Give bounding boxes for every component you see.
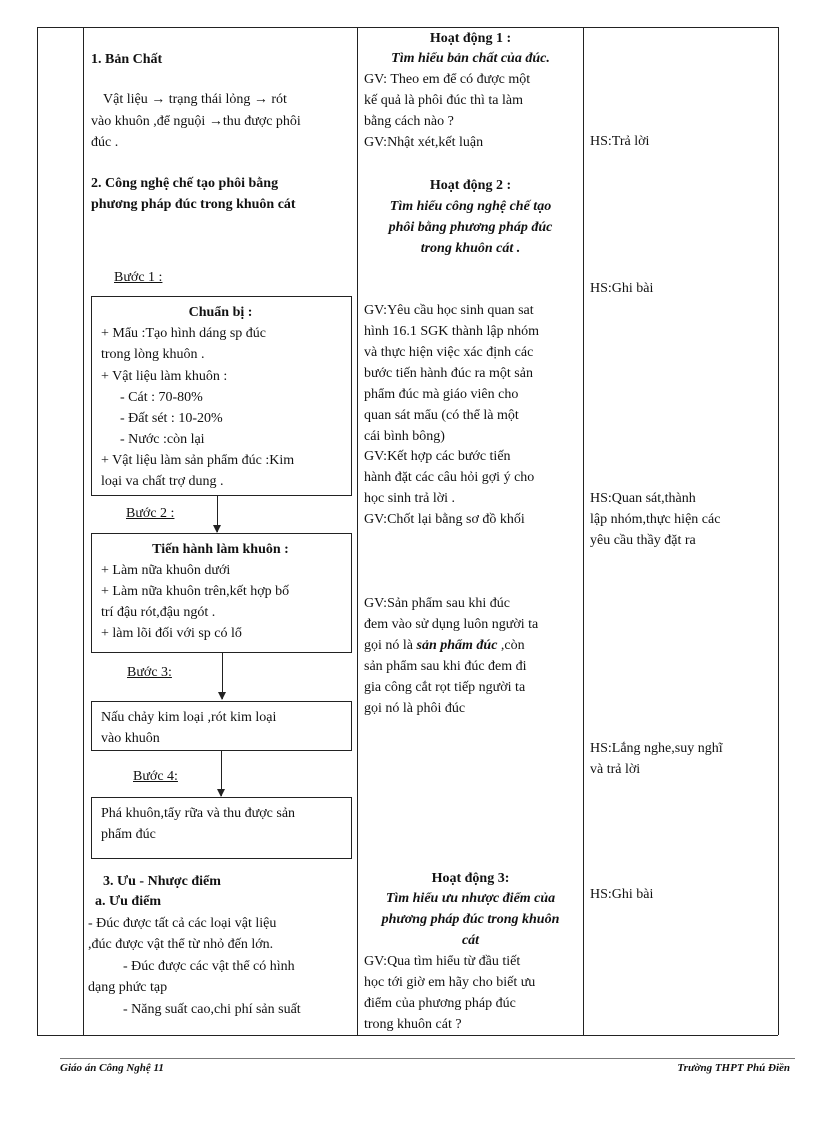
text-line: trong khuôn cát ?	[364, 1017, 462, 1032]
text-span: gọi nó là	[364, 638, 417, 653]
text-line: đem vào sử dụng luôn người ta	[364, 617, 539, 632]
step-3-label: Bước 3:	[127, 665, 172, 680]
student-activity: yêu cầu thầy đặt ra	[590, 533, 696, 548]
text-line: GV:Chốt lại bằng sơ đồ khối	[364, 512, 525, 527]
text-line: học sinh trả lời .	[364, 491, 455, 506]
text-line: ,đúc được vật thể từ nhỏ đến lớn.	[88, 937, 274, 952]
activity-2-heading: Hoạt động 2 :	[429, 178, 512, 193]
text-line: - Năng suất cao,chi phí sản suất	[123, 1002, 301, 1017]
text-line: gọi nó là phôi đúc	[364, 701, 466, 716]
text-line: Vật liệu → trạng thái lỏng → rót	[103, 92, 287, 107]
text-line: bằng cách nào ?	[364, 114, 454, 129]
text-line: điểm của phương pháp đúc	[364, 996, 516, 1011]
activity-2-subtitle: Tìm hiểu công nghệ chế tạo	[389, 199, 552, 214]
text-line: GV:Nhật xét,kết luận	[364, 135, 484, 150]
student-activity: HS:Ghi bài	[590, 281, 654, 296]
section-1-title: 1. Bản Chất	[91, 52, 163, 67]
text-line: học tới giờ em hãy cho biết ưu	[364, 975, 536, 990]
text-line: - Đúc được các vật thể có hình	[123, 959, 295, 974]
text-line: GV: Theo em để có được một	[364, 72, 531, 87]
text-line: GV:Yêu cầu học sinh quan sat	[364, 303, 534, 318]
emphasis-term: sản phẩm đúc	[416, 638, 498, 653]
activity-2-subtitle: trong khuôn cát .	[420, 241, 521, 256]
text-line: vào khuôn	[101, 731, 160, 746]
text-line: vào khuôn ,để nguội →thu được phôi	[91, 114, 301, 129]
text-line: + Vật liệu làm sản phẩm đúc :Kim	[101, 453, 295, 468]
activity-3-subtitle: phương pháp đúc trong khuôn	[381, 912, 560, 927]
text-line: - Đúc được tất cả các loại vật liệu	[88, 916, 277, 931]
activity-1-heading: Hoạt động 1 :	[429, 31, 512, 46]
activity-2-subtitle: phôi bằng phương pháp đúc	[388, 220, 553, 235]
step-2-label: Bước 2 :	[126, 506, 175, 521]
mold-making-title: Tiến hành làm khuôn :	[152, 542, 289, 557]
student-activity: và trả lời	[590, 762, 641, 777]
flow-arrow	[221, 750, 222, 796]
step-1-label: Bước 1 :	[114, 270, 163, 285]
student-activity: lập nhóm,thực hiện các	[590, 512, 721, 527]
text-line: trong lòng khuôn .	[101, 347, 205, 362]
text-line: hành đặt các câu hỏi gợi ý cho	[364, 470, 535, 485]
step-4-label: Bước 4:	[133, 769, 178, 784]
text-line: đúc .	[91, 135, 119, 150]
text-line: - Cát : 70-80%	[120, 390, 203, 405]
section-2-title: 2. Công nghệ chế tạo phôi bằng	[91, 176, 279, 191]
activity-3-subtitle: Tìm hiểu ưu nhược điểm của	[385, 891, 556, 906]
text-line: dạng phức tạp	[88, 980, 168, 995]
activity-3-subtitle: cát	[461, 933, 480, 948]
prepare-title: Chuẩn bị :	[188, 305, 253, 320]
text-line: + Làm nữa khuôn trên,kết hợp bố	[101, 584, 290, 599]
text-span: ,còn	[497, 638, 525, 653]
text-line: + làm lõi đối với sp có lổ	[101, 626, 242, 641]
table-bottom-border	[37, 1035, 778, 1036]
text-line: Nấu chảy kim loại ,rót kim loại	[101, 710, 277, 725]
table-border	[778, 27, 779, 1035]
section-3-title: 3. Ưu - Nhược điểm	[103, 874, 221, 889]
text-line: phẩm đúc	[101, 827, 156, 842]
text-line: + Làm nữa khuôn dưới	[101, 563, 231, 578]
subsection-title: a. Ưu điểm	[95, 894, 161, 909]
text-line: + Vật liệu làm khuôn :	[101, 369, 228, 384]
activity-3-heading: Hoạt động 3:	[431, 871, 510, 886]
text-line: trí đậu rót,đậu ngót .	[101, 605, 216, 620]
text-line: gia công cắt rọt tiếp người ta	[364, 680, 526, 695]
footer-left: Giáo án Công Nghệ 11	[60, 1062, 164, 1074]
student-activity: HS:Trả lời	[590, 134, 650, 149]
table-top-border	[37, 27, 778, 28]
table-border	[83, 27, 84, 1035]
activity-1-subtitle: Tìm hiểu bản chất của đúc.	[391, 51, 550, 66]
table-border	[37, 27, 38, 1035]
student-activity: HS:Quan sát,thành	[590, 491, 696, 506]
text-line: và thực hiện việc xác định các	[364, 345, 534, 360]
text-line: bước tiến hành đúc ra một sản	[364, 366, 533, 381]
text-line: loại va chất trợ dung .	[101, 474, 224, 489]
text-line: + Mẩu :Tạo hình dáng sp đúc	[101, 326, 266, 341]
text-line: cái bình bông)	[364, 429, 445, 444]
text-line: GV:Qua tìm hiểu từ đầu tiết	[364, 954, 521, 969]
student-activity: HS:Ghi bài	[590, 887, 654, 902]
text-line: GV:Sản phẩm sau khi đúc	[364, 596, 510, 611]
text-line	[364, 636, 525, 656]
footer-right: Trường THPT Phú Điền	[677, 1062, 790, 1074]
table-border	[583, 27, 584, 1035]
text-line: GV:Kết hợp các bước tiến	[364, 449, 511, 464]
section-2-title: phương pháp đúc trong khuôn cát	[91, 197, 296, 212]
text-line: - Nước :còn lại	[120, 432, 205, 447]
text-line: hình 16.1 SGK thành lập nhóm	[364, 324, 539, 339]
flow-arrow	[222, 652, 223, 699]
text-line: quan sát mẩu (có thể là một	[364, 408, 519, 423]
footer-rule	[60, 1058, 795, 1059]
text-line: Phá khuôn,tẩy rữa và thu được sản	[101, 806, 296, 821]
text-line: - Đất sét : 10-20%	[120, 411, 223, 426]
student-activity: HS:Lắng nghe,suy nghĩ	[590, 741, 723, 756]
text-line: sản phẩm sau khi đúc đem đi	[364, 659, 527, 674]
flow-arrow	[217, 495, 218, 532]
text-line: kế quả là phôi đúc thì ta làm	[364, 93, 524, 108]
text-line: phẩm đúc mà giáo viên cho	[364, 387, 519, 402]
